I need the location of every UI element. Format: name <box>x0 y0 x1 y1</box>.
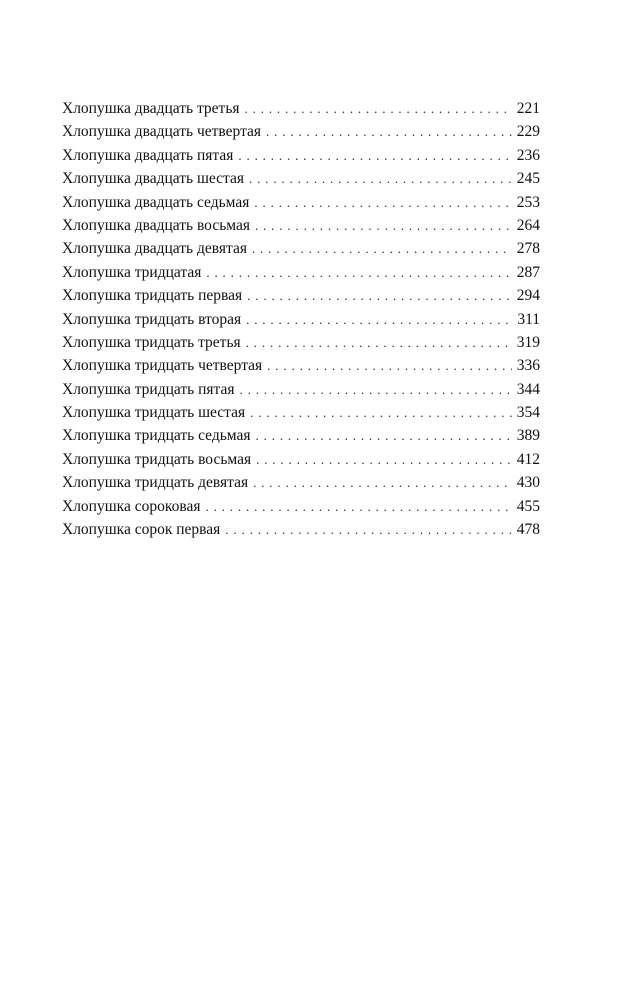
dot-leader <box>266 120 512 143</box>
dot-leader <box>255 214 512 237</box>
toc-entry-title: Хлопушка тридцать вторая <box>62 310 242 328</box>
toc-entry-page-number: 278 <box>516 240 540 258</box>
toc-entry[interactable] <box>62 120 540 143</box>
toc-entry-page-number: 221 <box>516 100 540 117</box>
toc-entry-page-number: 354 <box>516 404 540 422</box>
toc-entry-page-number: 236 <box>516 146 540 164</box>
table-of-contents <box>62 97 540 541</box>
toc-entry-title: Хлопушка двадцать шестая <box>62 170 245 188</box>
toc-entry-page-number: 311 <box>517 310 540 328</box>
toc-entry-title: Хлопушка двадцать восьмая <box>62 216 250 234</box>
dot-leader <box>267 354 512 377</box>
toc-entry[interactable] <box>62 378 540 401</box>
dot-leader <box>205 495 512 518</box>
dot-leader <box>245 97 512 120</box>
dot-leader <box>253 471 512 494</box>
dot-leader <box>256 424 512 447</box>
toc-entry[interactable] <box>62 448 540 471</box>
dot-leader <box>252 237 512 260</box>
dot-leader <box>246 308 512 331</box>
toc-entry-title: Хлопушка тридцать девятая <box>62 474 249 492</box>
dot-leader <box>238 144 512 167</box>
toc-entry[interactable] <box>62 261 540 284</box>
toc-entry-title: Хлопушка тридцать восьмая <box>62 450 252 468</box>
toc-entry-page-number: 287 <box>516 263 540 281</box>
toc-entry[interactable] <box>62 424 540 447</box>
toc-entry-page-number: 294 <box>516 287 540 305</box>
toc-entry[interactable] <box>62 471 540 494</box>
toc-entry[interactable] <box>62 495 540 518</box>
toc-entry[interactable] <box>62 331 540 354</box>
toc-entry-title: Хлопушка тридцать седьмая <box>62 427 251 445</box>
dot-leader <box>250 401 512 424</box>
toc-entry[interactable] <box>62 144 540 167</box>
dot-leader <box>246 331 512 354</box>
toc-entry-page-number: 264 <box>516 216 540 234</box>
dot-leader <box>256 448 512 471</box>
dot-leader <box>225 518 512 541</box>
toc-entry-page-number: 229 <box>516 123 540 141</box>
toc-entry-title: Хлопушка тридцать третья <box>62 333 241 351</box>
toc-entry-title: Хлопушка тридцать шестая <box>62 404 246 422</box>
toc-entry[interactable] <box>62 237 540 260</box>
toc-entry-page-number: 245 <box>516 170 540 188</box>
toc-entry-title: Хлопушка тридцать первая <box>62 287 243 305</box>
toc-entry-page-number: 430 <box>516 474 540 492</box>
toc-entry[interactable] <box>62 97 540 120</box>
toc-entry-page-number: 336 <box>516 357 540 375</box>
toc-entry-title: Хлопушка тридцатая <box>62 263 202 281</box>
dot-leader <box>206 261 512 284</box>
toc-entry[interactable] <box>62 518 540 541</box>
toc-entry[interactable] <box>62 214 540 237</box>
toc-entry[interactable] <box>62 308 540 331</box>
toc-entry-page-number: 253 <box>516 193 540 211</box>
dot-leader <box>249 167 512 190</box>
toc-entry[interactable] <box>62 354 540 377</box>
toc-entry-page-number: 478 <box>516 521 540 539</box>
toc-entry-title: Хлопушка сороковая <box>62 497 201 515</box>
toc-entry-title: Хлопушка тридцать четвертая <box>62 357 263 375</box>
toc-entry-page-number: 389 <box>516 427 540 445</box>
toc-entry-title: Хлопушка двадцать седьмая <box>62 193 250 211</box>
toc-entry-title: Хлопушка двадцать четвертая <box>62 123 262 141</box>
toc-entry-page-number: 319 <box>516 333 540 351</box>
toc-entry-title: Хлопушка сорок первая <box>62 521 221 539</box>
toc-entry[interactable] <box>62 167 540 190</box>
toc-entry-page-number: 455 <box>516 497 540 515</box>
toc-entry[interactable] <box>62 191 540 214</box>
dot-leader <box>247 284 512 307</box>
dot-leader <box>254 191 512 214</box>
toc-entry-title: Хлопушка тридцать пятая <box>62 380 235 398</box>
toc-entry-title: Хлопушка двадцать девятая <box>62 240 247 258</box>
toc-entry-page-number: 344 <box>516 380 540 398</box>
toc-entry[interactable] <box>62 401 540 424</box>
dot-leader <box>240 378 513 401</box>
toc-entry[interactable] <box>62 284 540 307</box>
toc-entry-title: Хлопушка двадцать пятая <box>62 146 234 164</box>
toc-entry-page-number: 412 <box>516 450 540 468</box>
toc-entry-title: Хлопушка двадцать третья <box>62 100 240 117</box>
